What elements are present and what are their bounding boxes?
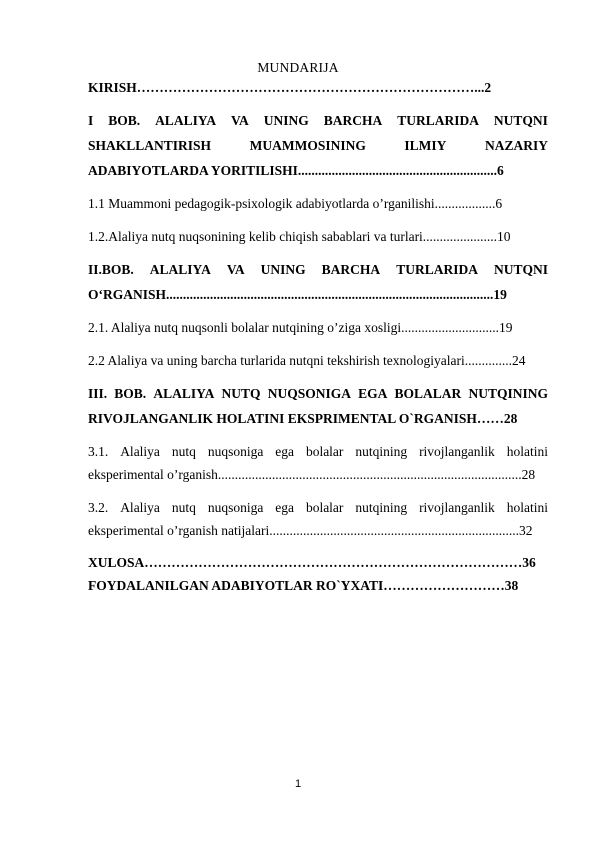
toc-word: NUTQNI <box>493 262 548 277</box>
toc-word: NUTQINING <box>468 386 548 401</box>
toc-entry-section-2-1: 2.1. Alaliya nutq nuqsonli bolalar nutqining o’ziga xosligi.............................19 <box>88 320 513 335</box>
toc-word: nutqining <box>355 444 408 459</box>
toc-word: bolalar <box>305 444 344 459</box>
toc-word: nutq <box>171 500 196 515</box>
toc-entry-chapter-2-line-2: O‘RGANISH.................................................................................................19 <box>88 287 507 302</box>
toc-word: rivojlanganlik <box>419 500 495 515</box>
toc-word: III. <box>88 386 108 401</box>
toc-entry-section-1-2: 1.2.Alaliya nutq nuqsonining kelib chiqish sabablari va turlari......................10 <box>88 229 511 244</box>
toc-entry-chapter-1-line-2 <box>88 136 548 156</box>
toc-word: BOLALAR <box>394 386 462 401</box>
toc-entry-section-3-2-line-1 <box>88 498 548 518</box>
toc-entry-section-2-2: 2.2 Alaliya va uning barcha turlarida nutqni tekshirish texnologiyalari..............24 <box>88 353 526 368</box>
toc-word: BOB. <box>108 113 141 128</box>
toc-word: EGA <box>358 386 388 401</box>
toc-word: VA <box>231 113 249 128</box>
toc-word: II.BOB. <box>88 262 134 277</box>
toc-entry-kirish: KIRISH…………………………………………………………………...2 <box>88 80 492 95</box>
toc-word: I <box>88 113 94 128</box>
toc-entry-chapter-3-line-1 <box>88 384 548 404</box>
toc-word: 3.1. <box>88 444 109 459</box>
toc-word: ILMIY <box>404 138 447 153</box>
toc-word: NUTQ <box>221 386 261 401</box>
toc-word: nuqsoniga <box>207 500 264 515</box>
toc-word: NAZARIY <box>484 138 548 153</box>
toc-word: ALALIYA <box>155 113 217 128</box>
toc-entry-section-3-1-line-1 <box>88 442 548 462</box>
toc-word: nuqsoniga <box>207 444 264 459</box>
toc-word: bolalar <box>305 500 344 515</box>
toc-entry-xulosa: XULOSA…………………………………………………………………………36 <box>88 555 536 570</box>
toc-entry-chapter-2-line-1 <box>88 260 548 280</box>
toc-entry-foydalanilgan-adabiyotlar: FOYDALANILGAN ADABIYOTLAR RO`YXATI………………………38 <box>88 578 519 593</box>
toc-word: BARCHA <box>321 262 381 277</box>
toc-word: NUQSONIGA <box>267 386 351 401</box>
toc-word: MUAMMOSINING <box>249 138 366 153</box>
toc-entry-section-3-2-line-2: eksperimental o’rganish natijalari..........................................................................32 <box>88 523 533 538</box>
toc-word: NUTQNI <box>493 113 548 128</box>
toc-word: ALALIYA <box>153 386 215 401</box>
toc-word: nutq <box>171 444 196 459</box>
page-number: 1 <box>294 778 302 790</box>
toc-word: Alaliya <box>120 444 160 459</box>
page-title: MUNDARIJA <box>257 60 339 75</box>
toc-word: ega <box>275 444 294 459</box>
toc-entry-chapter-1-line-1 <box>88 111 548 131</box>
toc-word: VA <box>226 262 245 277</box>
toc-word: ega <box>275 500 294 515</box>
toc-word: TURLARIDA <box>397 113 479 128</box>
toc-word: SHAKLLANTIRISH <box>88 138 212 153</box>
toc-word: nutqining <box>355 500 408 515</box>
toc-word: holatini <box>506 500 548 515</box>
toc-word: holatini <box>506 444 548 459</box>
toc-entry-section-3-1-line-2: eksperimental o’rganish..........................................................................................28 <box>88 467 536 482</box>
toc-word: 3.2. <box>88 500 109 515</box>
toc-word: BARCHA <box>323 113 383 128</box>
toc-word: BOB. <box>114 386 147 401</box>
toc-word: rivojlanganlik <box>419 444 495 459</box>
toc-entry-chapter-3-line-2: RIVOJLANGANLIK HOLATINI EKSPRIMENTAL O`RGANISH……28 <box>88 411 518 426</box>
toc-word: ALALIYA <box>149 262 211 277</box>
toc-word: UNING <box>260 262 306 277</box>
toc-entry-section-1-1: 1.1 Muammoni pedagogik-psixologik adabiyotlarda o’rganilishi..................6 <box>88 196 503 211</box>
toc-word: UNING <box>263 113 309 128</box>
toc-entry-chapter-1-line-3: ADABIYOTLARDA YORITILISHI...........................................................6 <box>88 163 504 178</box>
toc-word: TURLARIDA <box>396 262 478 277</box>
toc-word: Alaliya <box>120 500 160 515</box>
